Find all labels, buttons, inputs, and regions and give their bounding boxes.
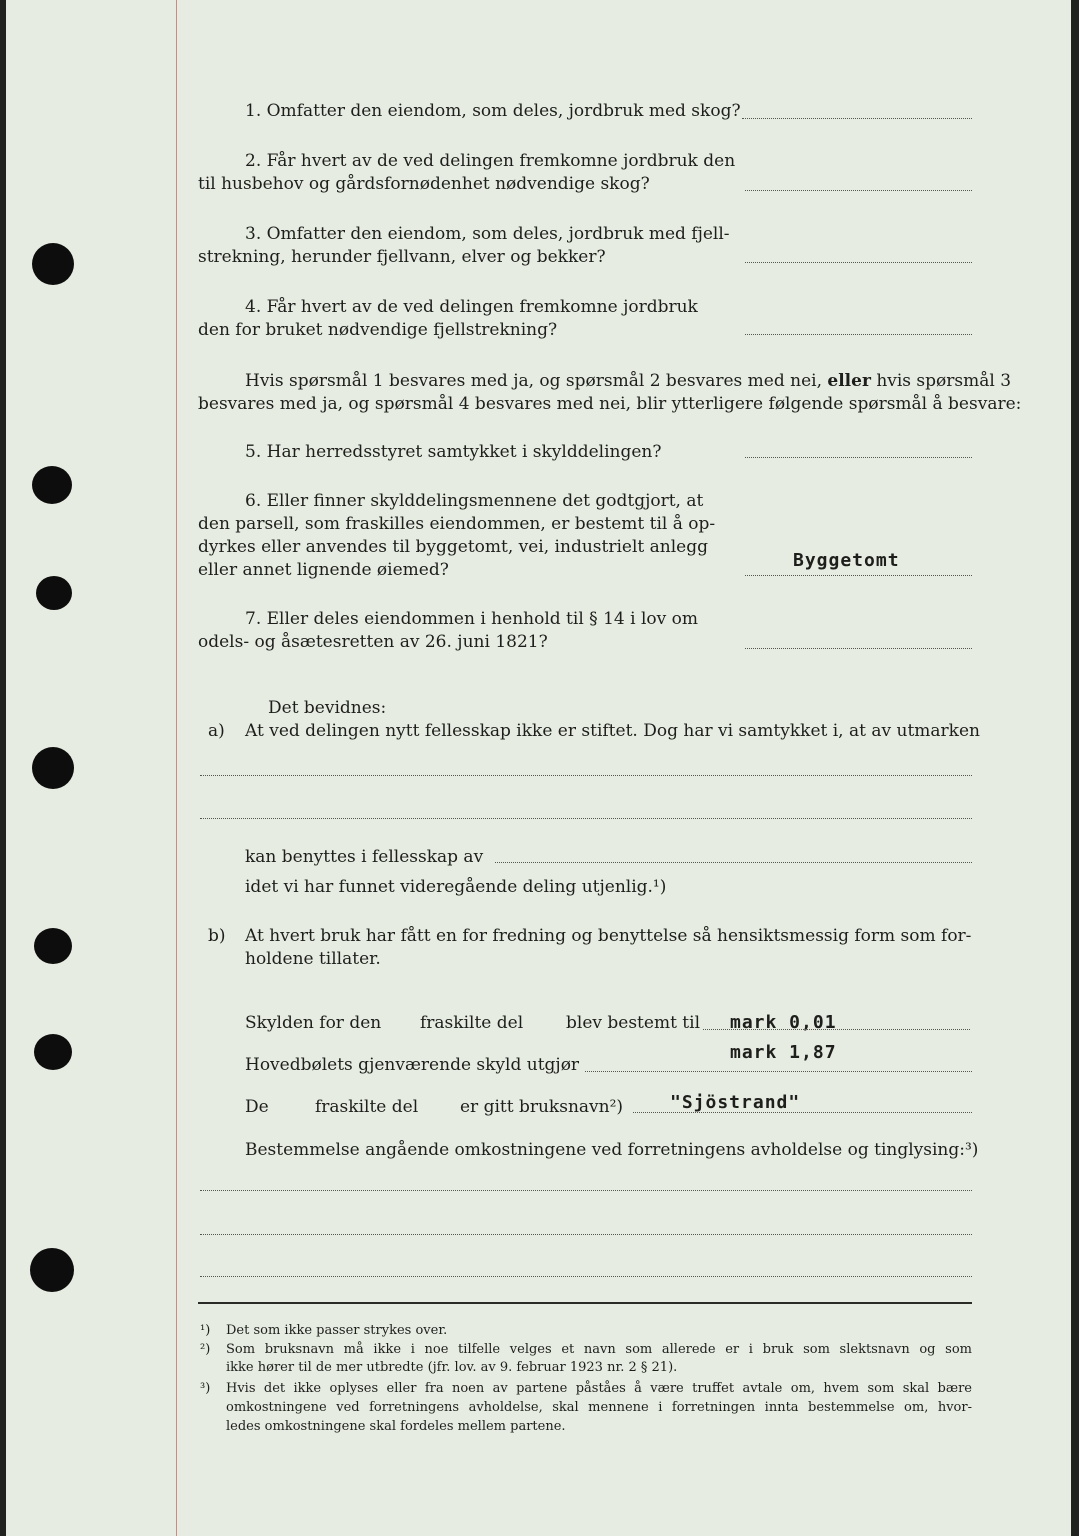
skyld-row2-label: Hovedbølets gjenværende skyld utgjør bbox=[245, 1055, 580, 1075]
footnote-3-marker: ³) bbox=[200, 1381, 211, 1396]
skyld-row2-line[interactable] bbox=[585, 1071, 972, 1072]
kan-benyttes: kan benyttes i fellesskap av bbox=[245, 847, 484, 867]
skyld-row3-a: De bbox=[245, 1097, 269, 1117]
question-6-line-3: dyrkes eller anvendes til byggetomt, vei, industrielt anlegg bbox=[198, 537, 708, 557]
answer-line-1[interactable] bbox=[742, 118, 972, 119]
fill-line-kan[interactable] bbox=[495, 862, 972, 863]
question-5: 5. Har herredsstyret samtykket i skylddelingen? bbox=[245, 442, 662, 462]
fill-line-b3[interactable] bbox=[200, 1276, 972, 1277]
footnote-rule bbox=[198, 1302, 972, 1304]
skyld-row1-line[interactable] bbox=[703, 1029, 970, 1030]
footnote-2-line-2: ikke hører til de mer utbredte (jfr. lov. av 9. februar 1923 nr. 2 § 21). bbox=[226, 1360, 678, 1375]
bevidnes-heading: Det bevidnes: bbox=[268, 698, 387, 718]
skyld-row3-answer: "Sjöstrand" bbox=[670, 1092, 801, 1113]
condition-part-a: Hvis spørsmål 1 besvares med ja, og spørsmål 2 besvares med nei, bbox=[245, 371, 822, 391]
question-4-line-2: den for bruket nødvendige fjellstrekning? bbox=[198, 320, 558, 340]
section-a-text: At ved delingen nytt fellesskap ikke er stiftet. Dog har vi samtykket i, at av utmarken bbox=[245, 721, 980, 741]
question-6-line-1: 6. Eller finner skylddelingsmennene det godtgjort, at bbox=[245, 491, 704, 511]
skyld-row1-b: fraskilte del bbox=[420, 1013, 524, 1033]
scan-edge-right bbox=[1071, 0, 1079, 1536]
question-2-line-1: 2. Får hvert av de ved delingen fremkomne jordbruk den bbox=[245, 151, 736, 171]
question-4-line-1: 4. Får hvert av de ved delingen fremkomne jordbruk bbox=[245, 297, 698, 317]
punch-hole bbox=[30, 1248, 74, 1292]
scan-edge-left bbox=[0, 0, 6, 1536]
bestemmelse-text: Bestemmelse angående omkostningene ved forretningens avholdelse og tinglysing:³) bbox=[245, 1140, 979, 1160]
skyld-row3-c: er gitt bruksnavn²) bbox=[460, 1097, 624, 1117]
skyld-row1-a: Skylden for den bbox=[245, 1013, 382, 1033]
section-b-label: b) bbox=[208, 926, 226, 946]
section-b-line-2: holdene tillater. bbox=[245, 949, 381, 969]
question-3-line-1: 3. Omfatter den eiendom, som deles, jordbruk med fjell- bbox=[245, 224, 730, 244]
footnote-1: Det som ikke passer strykes over. bbox=[226, 1323, 448, 1338]
punch-hole bbox=[34, 928, 72, 964]
skyld-row3-b: fraskilte del bbox=[315, 1097, 419, 1117]
question-6-line-4: eller annet lignende øiemed? bbox=[198, 560, 449, 580]
answer-6-value: Byggetomt bbox=[793, 550, 900, 571]
footnote-3-line-2: omkostningene ved forretningens avholdelse, skal mennene i forretningen innta bestemmelse om, hvor- bbox=[226, 1400, 972, 1415]
footnote-3-line-1: Hvis det ikke oplyses eller fra noen av partene påståes å være truffet avtale om, hvem som skal bære bbox=[226, 1381, 972, 1396]
skyld-row1-answer: mark 0,01 bbox=[730, 1012, 837, 1033]
skyld-row1-c: blev bestemt til bbox=[566, 1013, 701, 1033]
punch-hole bbox=[32, 747, 74, 789]
question-7-line-1: 7. Eller deles eiendommen i henhold til § 14 i lov om bbox=[245, 609, 698, 629]
fill-line-a2[interactable] bbox=[200, 818, 972, 819]
punch-hole bbox=[32, 466, 72, 504]
question-6-line-2: den parsell, som fraskilles eiendommen, er bestemt til å op- bbox=[198, 514, 716, 534]
footnote-3-line-3: ledes omkostningene skal fordeles mellem partene. bbox=[226, 1419, 566, 1434]
footnote-1-marker: ¹) bbox=[200, 1323, 211, 1338]
punch-hole bbox=[32, 243, 74, 285]
answer-line-2[interactable] bbox=[745, 190, 972, 191]
fill-line-b2[interactable] bbox=[200, 1234, 972, 1235]
footnote-2-line-1: Som bruksnavn må ikke i noe tilfelle velges et navn som allerede er i bruk som slektsnavn og som bbox=[226, 1342, 972, 1357]
question-7-line-2: odels- og åsætesretten av 26. juni 1821? bbox=[198, 632, 548, 652]
section-a-label: a) bbox=[208, 721, 225, 741]
punch-hole bbox=[36, 576, 72, 610]
skyld-row2-answer: mark 1,87 bbox=[730, 1042, 837, 1063]
condition-part-b: hvis spørsmål 3 bbox=[876, 371, 1012, 391]
question-1: 1. Omfatter den eiendom, som deles, jordbruk med skog? bbox=[245, 101, 741, 121]
section-b-line-1: At hvert bruk har fått en for fredning og benyttelse så hensiktsmessig form som for- bbox=[245, 926, 972, 946]
skyld-row3-line[interactable] bbox=[633, 1112, 972, 1113]
answer-line-5[interactable] bbox=[745, 457, 972, 458]
question-3-line-2: strekning, herunder fjellvann, elver og bekker? bbox=[198, 247, 606, 267]
question-2-line-2: til husbehov og gårdsfornødenhet nødvendige skog? bbox=[198, 174, 650, 194]
punch-hole bbox=[34, 1034, 72, 1070]
margin-line bbox=[176, 0, 177, 1536]
idet-text: idet vi har funnet videregående deling utjenlig.¹) bbox=[245, 877, 667, 897]
fill-line-b1[interactable] bbox=[200, 1190, 972, 1191]
answer-line-7[interactable] bbox=[745, 648, 972, 649]
answer-line-4[interactable] bbox=[745, 334, 972, 335]
footnote-2-marker: ²) bbox=[200, 1342, 211, 1357]
condition-line-2: besvares med ja, og spørsmål 4 besvares med nei, blir ytterligere følgende spørsmål å besvare: bbox=[198, 394, 1022, 414]
condition-line-1 bbox=[245, 370, 1011, 392]
answer-line-3[interactable] bbox=[745, 262, 972, 263]
fill-line-a1[interactable] bbox=[200, 775, 972, 776]
answer-line-6[interactable] bbox=[745, 575, 972, 576]
condition-bold: eller bbox=[827, 371, 871, 391]
